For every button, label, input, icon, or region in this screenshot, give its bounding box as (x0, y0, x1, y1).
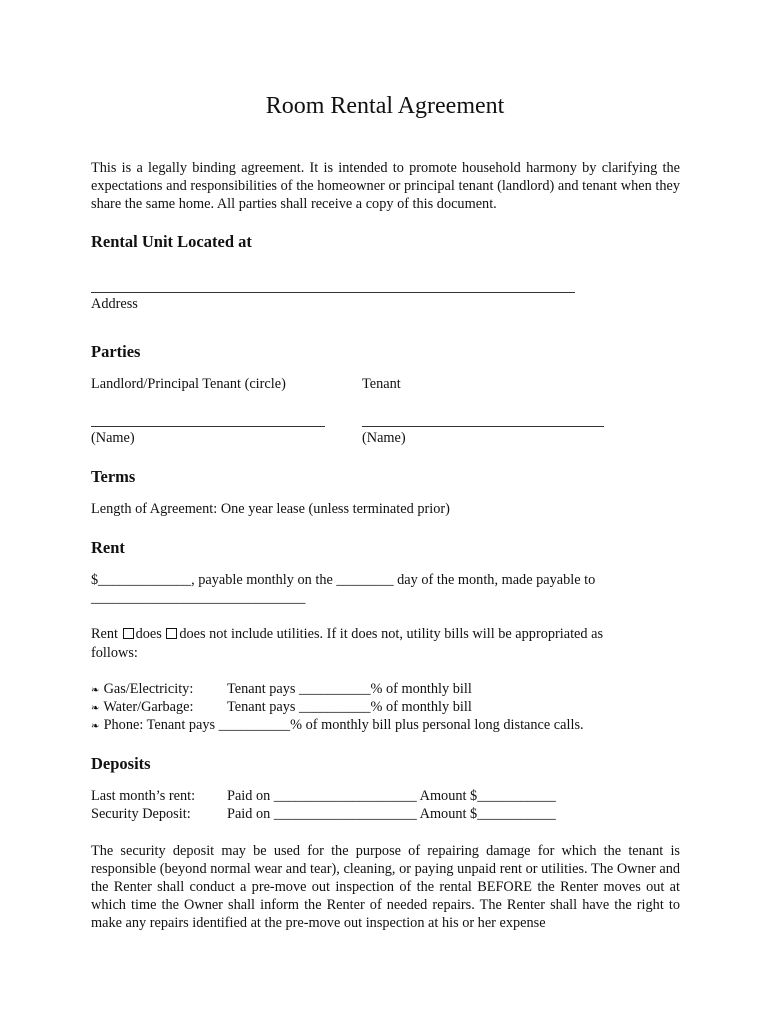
deposit-label: Last month’s rent: (91, 788, 196, 804)
does-checkbox[interactable] (123, 628, 134, 639)
utility-item-gas (91, 681, 193, 698)
deposit-value: Paid on ____________________ Amount $___________ (227, 806, 556, 822)
terms-length-text: Length of Agreement: One year lease (unless terminated prior) (91, 501, 450, 517)
landlord-label: Landlord/Principal Tenant (circle) (91, 376, 286, 392)
terms-heading: Terms (91, 467, 136, 486)
tenant-name-label: (Name) (362, 430, 406, 446)
rent-payee-line: ______________________________ (91, 590, 306, 606)
utility-label: Gas/Electricity: (103, 681, 194, 697)
utility-item-water (91, 699, 193, 716)
does-option-label: does (135, 626, 166, 642)
deposit-value: Paid on ____________________ Amount $___________ (227, 788, 556, 804)
document-title: Room Rental Agreement (265, 93, 505, 119)
does-not-option-label: does not include utilities. If it does not, utility bills will be appropriated as (179, 626, 604, 642)
tenant-name-line (362, 426, 604, 427)
utility-label: Water/Garbage: (103, 699, 194, 715)
utility-item-phone (91, 717, 584, 734)
utility-value: Tenant pays __________% of monthly bill (227, 681, 472, 697)
does-not-checkbox[interactable] (166, 628, 177, 639)
rent-utilities-follows: follows: (91, 645, 138, 661)
rent-utilities-prefix: Rent (91, 626, 122, 642)
rent-utilities-line (91, 626, 603, 643)
deposits-heading: Deposits (91, 754, 151, 773)
utility-label: Phone: Tenant pays __________% of monthly bill plus personal long distance calls. (103, 717, 584, 733)
address-line (91, 292, 575, 293)
intro-paragraph: This is a legally binding agreement. It is intended to promote household harmony by clarifying the expectations and responsibilities of the homeowner or principal tenant (landlord) and tenant when they share the same home. All parties shall receive a copy of this document. (91, 160, 680, 212)
rent-amount-line: $_____________, payable monthly on the ________ day of the month, made payable to (91, 572, 596, 588)
tenant-label: Tenant (362, 376, 401, 392)
rent-heading: Rent (91, 538, 125, 557)
landlord-name-label: (Name) (91, 430, 135, 446)
rental-unit-heading: Rental Unit Located at (91, 232, 252, 251)
deposit-label: Security Deposit: (91, 806, 191, 822)
utility-value: Tenant pays __________% of monthly bill (227, 699, 472, 715)
security-deposit-paragraph: The security deposit may be used for the purpose of repairing damage for which the tenant is responsible (beyond normal wear and tear), cleaning, or paying unpaid rent or utilities. The Owner and the Renter shall conduct a pre-move out inspection of the rental BEFORE the Renter moves out at which time the Owner shall inform the Renter of needed repairs. The Renter shall have the right to make any repairs identified at the pre-move out inspection at his or her expense (91, 843, 680, 931)
fleuron-bullet-icon: ❧ (91, 685, 100, 696)
landlord-name-line (91, 426, 325, 427)
parties-heading: Parties (91, 342, 141, 361)
fleuron-bullet-icon: ❧ (91, 703, 100, 714)
address-label: Address (91, 296, 138, 312)
fleuron-bullet-icon: ❧ (91, 721, 100, 732)
